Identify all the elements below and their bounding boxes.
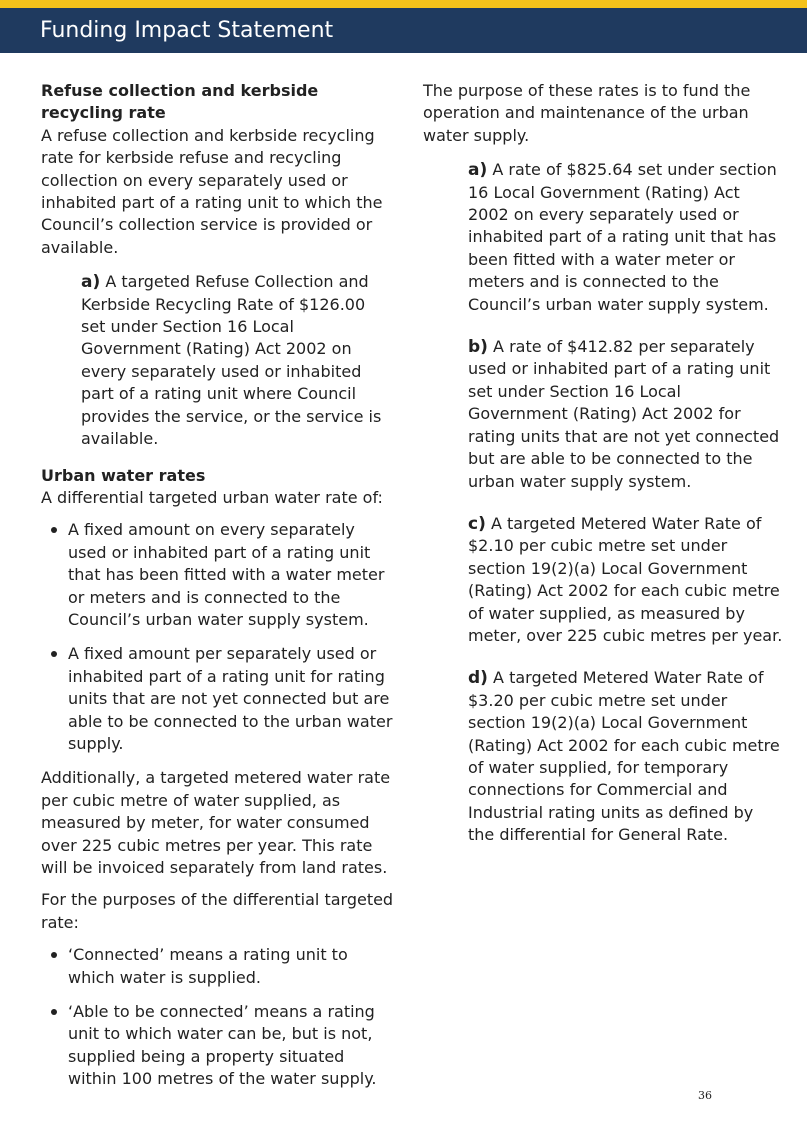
- urban-bullet-list: [41, 519, 394, 755]
- list-item: [41, 944, 394, 989]
- rate-item-c: [423, 513, 783, 647]
- page-number: 36: [698, 1089, 712, 1102]
- refuse-intro: A refuse collection and kerbside recycling rate for kerbside refuse and recycling collection on every separately used or inhabited part of a rating unit to which the Council’s collection service is provided or available.: [41, 125, 383, 257]
- item-text: A targeted Metered Water Rate of $2.10 per cubic metre set under section 19(2)(a) Local Government (Rating) Act 2002 for each cubic metre of water supplied, as measured by meter, over 225 cubic metres per year.: [468, 513, 783, 645]
- item-letter: a): [81, 272, 101, 293]
- item-text: A rate of $825.64 set under section 16 Local Government (Rating) Act 2002 on every separately used or inhabited part of a rating unit that has been fitted with a water meter or meters and is connected to the Council’s urban water supply system.: [468, 160, 777, 314]
- list-item: [41, 643, 394, 755]
- bullet-icon: [51, 952, 57, 958]
- refuse-heading: Refuse collection and kerbside recycling rate: [41, 81, 319, 123]
- purpose-paragraph: The purpose of these rates is to fund the operation and maintenance of the urban water supply.: [423, 81, 751, 145]
- left-column: [41, 80, 394, 1103]
- bullet-icon: [51, 527, 57, 533]
- item-text: A targeted Metered Water Rate of $3.20 per cubic metre set under section 19(2)(a) Local Government (Rating) Act 2002 for each cubic metre of water supplied, for temporary connections for Commercial and Industrial rating units as defined by the differential for General Rate.: [468, 668, 780, 845]
- list-item-text: ‘Able to be connected’ means a rating unit to which water can be, but is not, supplied being a property situated within 100 metres of the water supply.: [68, 1002, 377, 1089]
- purposes-intro: For the purposes of the differential targeted rate:: [41, 890, 394, 932]
- additionally-paragraph: Additionally, a targeted metered water rate per cubic metre of water supplied, as measured by meter, for water consumed over 225 cubic metres per year. This rate will be invoiced separately from land rates.: [41, 768, 391, 877]
- list-item: [41, 519, 394, 631]
- list-item-text: ‘Connected’ means a rating unit to which water is supplied.: [68, 945, 348, 987]
- item-text: A rate of $412.82 per separately used or inhabited part of a rating unit set under Section 16 Local Government (Rating) Act 2002 for rating units that are not yet connected but are able to be connected to the urban water supply system.: [468, 337, 780, 491]
- list-item: [41, 1001, 394, 1091]
- item-text: A targeted Refuse Collection and Kerbside Recycling Rate of $126.00 set under Section 16 Local Government (Rating) Act 2002 on every separately used or inhabited part of a rating unit where Council provides the service, or the service is available.: [81, 272, 382, 449]
- rate-item-a: [423, 159, 783, 316]
- page-title: Funding Impact Statement: [0, 8, 807, 53]
- refuse-item-a: [41, 271, 394, 450]
- item-letter: d): [468, 668, 488, 689]
- rate-item-d: [423, 667, 783, 846]
- urban-intro: A differential targeted urban water rate of:: [41, 487, 383, 507]
- item-letter: b): [468, 337, 488, 358]
- list-item-text: A fixed amount per separately used or inhabited part of a rating unit for rating units that are not yet connected but are able to be connected to the urban water supply.: [68, 644, 393, 753]
- list-item-text: A fixed amount on every separately used or inhabited part of a rating unit that has been fitted with a water meter or meters and is connected to the Council’s urban water supply system.: [68, 520, 385, 629]
- rate-item-b: [423, 336, 783, 493]
- bullet-icon: [51, 651, 57, 657]
- right-column: [423, 80, 783, 867]
- bullet-icon: [51, 1009, 57, 1015]
- urban-heading: Urban water rates: [41, 465, 206, 485]
- accent-bar: [0, 0, 807, 8]
- definitions-list: [41, 944, 394, 1090]
- item-letter: a): [468, 160, 488, 181]
- item-letter: c): [468, 513, 486, 534]
